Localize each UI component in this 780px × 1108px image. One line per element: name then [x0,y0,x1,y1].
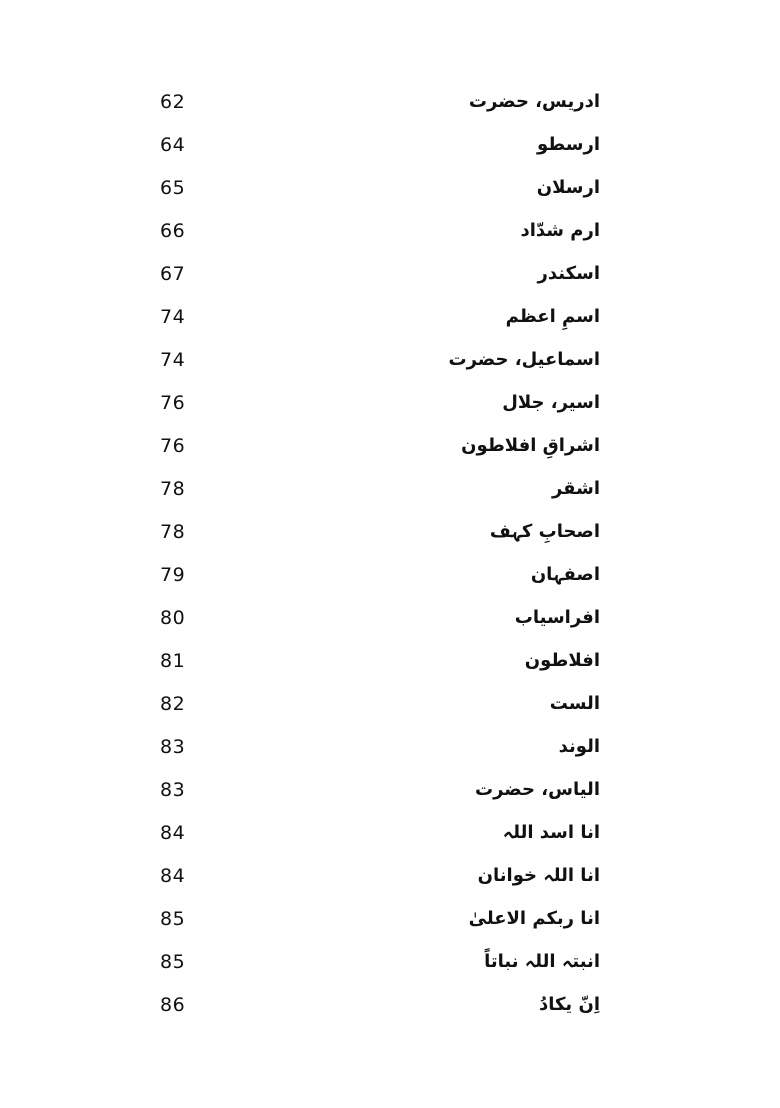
toc-row [150,811,600,854]
toc-row [150,854,600,897]
entry-title: انبتہ اللہ نباتاً [484,951,600,972]
toc-row [150,381,600,424]
page-number: 64 [160,133,186,156]
toc-row [150,252,600,295]
page-number: 78 [160,477,186,500]
toc-row [150,596,600,639]
page-number: 84 [160,864,186,887]
page-number: 83 [160,778,186,801]
page-number: 74 [160,348,186,371]
page-number: 81 [160,649,186,672]
entry-title: ادریس، حضرت [468,91,600,112]
page-number: 84 [160,821,186,844]
entry-title: اصحابِ کہف [489,521,600,542]
page-number: 74 [160,305,186,328]
entry-title: اصفہان [530,564,600,585]
toc-row [150,940,600,983]
toc-row [150,338,600,381]
toc-row [150,510,600,553]
toc-row [150,768,600,811]
page-number: 76 [160,434,186,457]
entry-title: ارسطو [536,134,600,155]
entry-title: الوند [558,736,600,757]
page-number: 66 [160,219,186,242]
page-number: 85 [160,950,186,973]
page-number: 79 [160,563,186,586]
toc-row [150,80,600,123]
page-number: 86 [160,993,186,1016]
page-number: 62 [160,90,186,113]
page-number: 76 [160,391,186,414]
entry-title: افراسیاب [514,607,600,628]
toc-row [150,682,600,725]
entry-title: افلاطون [524,650,600,671]
entry-title: اِنّ یکادُ [538,994,600,1015]
page-number: 82 [160,692,186,715]
entry-title: اسماعیل، حضرت [448,349,600,370]
toc-row [150,725,600,768]
entry-title: انا ربکم الاعلیٰ [468,908,600,929]
toc-row [150,209,600,252]
page-number: 67 [160,262,186,285]
entry-title: اسکندر [537,263,600,284]
entry-title: انا اللہ خوانان [477,865,600,886]
entry-title: الیاس، حضرت [475,779,600,800]
table-of-contents [150,80,600,1026]
toc-row [150,166,600,209]
entry-title: ارسلان [536,177,600,198]
toc-row [150,295,600,338]
page-number: 78 [160,520,186,543]
toc-row [150,424,600,467]
entry-title: اسمِ اعظم [505,306,600,327]
page-number: 65 [160,176,186,199]
toc-row [150,467,600,510]
entry-title: اشقر [551,478,600,499]
toc-row [150,553,600,596]
page-number: 85 [160,907,186,930]
entry-title: انا اسد اللہ [502,822,600,843]
page-number: 83 [160,735,186,758]
entry-title: اسیر، جلال [502,392,600,413]
page-number: 80 [160,606,186,629]
entry-title: اشراقِ افلاطون [461,435,600,456]
entry-title: ارم شدّاد [520,220,600,241]
toc-row [150,897,600,940]
toc-row [150,983,600,1026]
toc-row [150,639,600,682]
entry-title: الست [549,693,600,714]
toc-row [150,123,600,166]
